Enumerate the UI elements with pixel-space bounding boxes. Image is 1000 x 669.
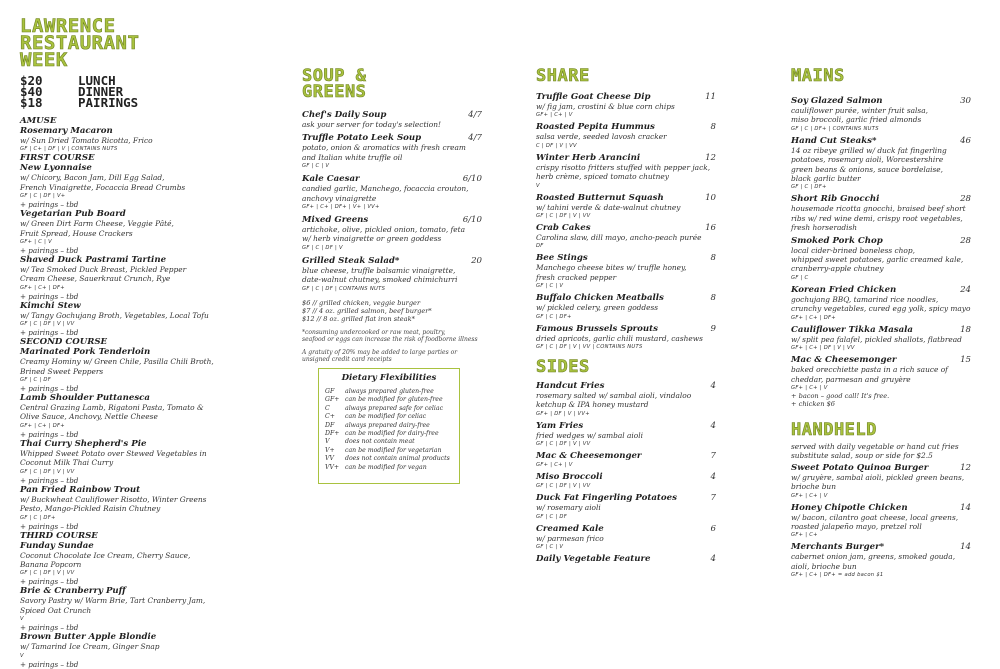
item-tags: GF | C | V [536,544,564,551]
menu-item [536,554,716,564]
dietary-code: VV+ [325,463,340,471]
price-amount: $20 [20,73,43,88]
item-desc: salsa verde, seeded lavosh cracker [536,132,667,142]
item-desc: w/ Sun Dried Tomato Ricotta, Frico [20,136,153,145]
item-name: Pan Fried Rainbow Trout [20,484,141,495]
item-tags: GF | C | DF+ [791,184,827,191]
share-section-title: SHARE [536,66,590,86]
price-label: PAIRINGS [78,95,139,110]
item-desc: crispy risotto fritters stuffed with pepper jack, herb crème, spiced tomato chutney [536,162,711,182]
item-name: Lamb Shoulder Puttanesca [20,393,150,404]
item-name: Crab Cakes [536,223,591,234]
item-name: Marinated Pork Tenderloin [20,347,151,358]
item-name: Grilled Steak Salad* [302,255,400,266]
item-tags: GF+ | C+ | V [536,462,573,469]
sides-section-title: SIDES [536,357,590,378]
soup-section-title: SOUP & GREENS [302,66,367,102]
item-tags: GF | C | DF | V | VV [536,213,591,220]
menu-item [536,92,716,119]
item-price: 15 [960,355,971,366]
price-label: LUNCH [78,73,116,88]
item-name: Smoked Pork Chop [791,235,883,246]
menu-item [302,133,482,170]
item-price: 7 [710,451,716,462]
item-name: Sweet Potato Quinoa Burger [791,462,929,473]
dietary-row [325,438,453,446]
item-desc: w/ fig jam, crostini & blue corn chips [536,102,675,111]
dietary-desc: does not contain meat [345,438,415,446]
item-desc: w/ bacon, cilantro goat cheese, local greens, roasted jalapeño mayo, pretzel roll [791,512,959,531]
item-tags: V [536,182,540,189]
menu-item [791,355,971,408]
menu-item [536,193,716,220]
item-desc: w/ rosemary aioli [536,503,601,513]
item-tags: GF | C | DF | V | VV [20,468,75,475]
dietary-legend-title: Dietary Flexibilities [341,373,437,383]
price-amount: $18 [20,95,43,110]
dietary-row [325,396,453,404]
item-pairing: + pairings – tbd [20,291,79,301]
item-desc: artichoke, olive, pickled onion, tomato, feta w/ herb vinaigrette or green goddess [302,225,466,244]
menu-item [536,153,716,190]
item-name: Vegetarian Pub Board [20,209,126,220]
item-pairing: + pairings – tbd [20,659,79,669]
dietary-row [325,447,453,455]
menu-item [302,174,482,211]
menu-item [302,215,482,252]
item-price: 28 [960,194,971,205]
dietary-row [325,430,453,438]
item-name: Duck Fat Fingerling Potatoes [536,493,677,504]
item-price: 8 [710,293,716,304]
item-tags: C | DF | V | VV [536,142,577,149]
item-desc: w/ Tea Smoked Duck Breast, Pickled Pepper Cream Cheese, Sauerkraut Crunch, Rye [20,265,187,284]
handheld-intro: served with daily vegetable or hand cut fries substitute salad, soup or side for $2.5 [791,441,959,461]
item-desc: w/ split pea falafel, pickled shallots, flatbread [791,334,962,344]
item-tags: GF+ | C+ | DF+ [791,314,836,321]
item-price: 16 [705,223,716,234]
item-tags: GF | C | DF | V | VV | CONTAINS NUTS [536,344,643,351]
item-tags: GF | C | V [536,283,564,290]
dietary-desc: can be modified for celiac [345,413,427,421]
restaurant-week-title: LAWRENCE RESTAURANT WEEK [20,15,140,71]
dietary-desc: can be modified for vegetarian [345,446,442,454]
item-tags: GF | C | DF+ | CONTAINS NUTS [791,125,879,132]
item-name: Famous Brussels Sprouts [536,323,658,334]
share-column [536,68,716,564]
item-desc: w/ gruyère, sambal aioli, pickled green beans, brioche bun [791,472,965,492]
gratuity-note: A gratuity of 20% may be added to large parties or unsigned credit card receipts [302,348,458,364]
item-price: 4/7 [468,133,482,144]
item-tags: GF+ | C+ | V [791,384,828,391]
dietary-legend [318,368,460,484]
item-tags: GF | C | DF+ [536,313,572,320]
menu-item [536,293,716,320]
item-desc: cauliflower purée, winter fruit salsa, miso broccoli, garlic fried almonds [791,106,928,125]
item-tags: GF+ | C+ | DF | V | VV [791,345,855,352]
menu-item [20,126,275,153]
price-list [20,75,275,108]
item-pairing: + pairings – tbd [20,577,79,587]
item-tags: GF+ | C+ | DF+ = add bacon $1 [791,572,884,579]
dietary-code: C [325,404,330,412]
item-pairing: + pairings – tbd [20,384,79,394]
item-desc: w/ Chicory, Bacon Jam, Dill Egg Salad, French Vinaigrette, Focaccia Bread Crumbs [20,173,186,192]
item-name: Buffalo Chicken Meatballs [536,293,664,304]
item-name: Hand Cut Steaks* [791,135,877,146]
item-price: 12 [705,152,716,163]
item-tags: GF | C+ | DF | V | CONTAINS NUTS [20,146,118,153]
item-name: Truffle Potato Leek Soup [302,133,422,144]
item-name: Kale Caesar [302,174,360,185]
dietary-code: GF+ [325,396,340,404]
dietary-row [325,388,453,396]
item-desc: Carolina slaw, dill mayo, ancho-peach purée [536,233,702,243]
item-name: Mixed Greens [302,215,369,226]
mains-column [791,68,971,579]
item-desc: 14 oz ribeye grilled w/ duck fat fingerling potatoes, rosemary aioli, Worcestershire green beans & onions, sauce bordelaise, black garlic butter [791,145,947,184]
item-price: 10 [705,192,716,203]
item-name: Creamed Kale [536,523,604,534]
item-desc: baked orecchiette pasta in a rich sauce of cheddar, parmesan and gruyère [791,365,948,384]
dietary-code: DF+ [325,430,340,438]
item-tags: GF | C | DF | V | VV [536,441,591,448]
menu-item [791,503,971,540]
menu-item [536,472,716,490]
item-desc: candied garlic, Manchego, focaccia crouton, anchovy vinaigrette [302,184,469,203]
item-tags: GF | C | DF | V | VV [20,321,75,328]
item-name: Truffle Goat Cheese Dip [536,92,651,102]
item-name: Mac & Cheesemonger [536,451,642,462]
item-desc: ask your server for today's selection! [302,120,441,129]
menu-item [791,194,971,232]
menu-item [791,285,971,322]
item-price: 8 [710,253,716,264]
item-tags: GF | C | DF | V | VV [20,570,75,577]
menu-item [791,96,971,133]
item-name: Shaved Duck Pastrami Tartine [20,255,167,266]
item-desc: fried wedges w/ sambal aioli [536,430,643,440]
menu-item [536,421,716,448]
item-price: 7 [710,493,716,504]
menu-item [791,463,971,500]
price-amount: $40 [20,84,43,99]
dietary-row [325,422,453,430]
item-pairing: + pairings – tbd [20,246,79,256]
item-desc: dried apricots, garlic chili mustard, cashews [536,333,703,343]
item-desc: Manchego cheese bites w/ truffle honey, fresh cracked pepper [536,263,687,282]
item-name: Daily Vegetable Feature [536,554,651,565]
item-desc: Coconut Chocolate Ice Cream, Cherry Sauce, Banana Popcorn [20,550,191,569]
item-desc: w/ parmesan frico [536,533,604,543]
dietary-row [325,413,453,421]
dietary-code: DF [325,421,335,429]
item-price: 6 [710,523,716,534]
item-name: Yam Fries [536,420,584,431]
dietary-desc: always prepared dairy-free [345,421,430,429]
menu-item [791,236,971,282]
item-name: Winter Herb Arancini [536,152,641,163]
item-name: Miso Broccoli [536,472,603,483]
course-heading: SECOND COURSE [20,337,108,348]
item-price: 18 [960,324,971,335]
dietary-code: VV [325,455,334,463]
item-price: 4 [710,472,716,483]
item-price: 9 [710,323,716,334]
dietary-desc: can be modified for vegan [345,463,427,471]
lunch-column [20,15,275,669]
raw-food-warning: *consuming undercooked or raw meat, poultry, seafood or eggs can increase the risk of foodborne illness [302,328,478,344]
course-heading: THIRD COURSE [20,530,98,541]
menu-item [20,485,275,531]
item-name: Mac & Cheesemonger [791,355,897,366]
dietary-row [325,464,453,472]
menu-item [536,324,716,351]
item-pairing: + pairings – tbd [20,521,79,531]
item-tags: GF | C | V [302,163,330,170]
menu-item [536,493,716,520]
menu-item [536,451,716,469]
item-tags: GF+ | DF | V | VV+ [536,410,590,417]
mains-section-title: MAINS [791,66,845,86]
item-name: Roasted Butternut Squash [536,192,664,203]
item-name: Brie & Cranberry Puff [20,586,126,597]
item-price: 4/7 [468,110,482,120]
item-name: Merchants Burger* [791,542,885,553]
item-desc: blue cheese, truffle balsamic vinaigrette, date-walnut chutney, smoked chimichurri [302,265,458,285]
item-desc: cabernet onion jam, greens, smoked gouda, aioli, brioche bun [791,552,956,571]
item-desc: potato, onion & aromatics with fresh cream and Italian white truffle oil [302,143,466,162]
dietary-desc: always prepared safe for celiac [345,404,444,412]
item-price: 6/10 [462,174,482,185]
item-desc: Central Grazing Lamb, Rigatoni Pasta, Tomato & Olive Sauce, Anchovy, Nettle Cheese [20,403,204,422]
menu-item [302,110,482,129]
item-pairing: + pairings – tbd [20,328,79,338]
item-pairing: + pairings – tbd [20,429,79,439]
item-name: Handcut Fries [536,381,605,392]
item-tags: GF+ | C+ | DF+ | V+ | VV+ [302,204,380,211]
item-pairing: + pairings – tbd [20,623,79,633]
item-name: Rosemary Macaron [20,126,113,136]
item-price: 12 [960,462,971,473]
menu-item [20,301,275,337]
item-tags: GF+ | C+ [791,532,818,539]
dietary-desc: can be modified for dairy-free [345,430,439,438]
item-name: New Lyonnaise [20,163,92,174]
item-tags: GF+ | C+ | DF+ [20,284,65,291]
item-price: 28 [960,235,971,246]
item-desc: Creamy Hominy w/ Green Chile, Pasilla Chili Broth, Brined Sweet Peppers [20,357,214,376]
item-price: 11 [705,92,716,102]
item-name: Chef's Daily Soup [302,110,387,120]
addon-line: $7 // 4 oz. grilled salmon, beef burger* [302,306,432,315]
menu-item [791,325,971,352]
item-tags: GF | C | DF+ [20,514,56,521]
menu-item [302,256,482,293]
menu-item [20,393,275,439]
item-desc: w/ Green Dirt Farm Cheese, Veggie Pâté, Fruit Spread, House Crackers [20,219,174,238]
item-tags: GF | C | DF | V | VV [536,483,591,490]
dietary-code: V+ [325,446,335,454]
item-price: 6/10 [462,215,482,226]
menu-item [20,439,275,485]
item-price: 14 [960,542,971,553]
item-desc: local cider-brined boneless chop, whipped sweet potatoes, garlic creamed kale, cranberry-apple chutney [791,245,964,274]
item-name: Bee Stings [536,253,588,264]
menu-item [536,223,716,250]
item-addon: + bacon – good call! It's free. [791,391,890,400]
item-desc: w/ Tamarind Ice Cream, Ginger Snap [20,642,160,652]
item-desc: w/ Buckwheat Cauliflower Risotto, Winter Greens Pesto, Mango-Pickled Raisin Chutney [20,494,207,514]
item-tags: GF | C [791,274,809,281]
dietary-code: GF [325,388,335,395]
salad-addons [302,299,482,323]
item-tags: V [20,652,24,659]
soup-column [302,68,482,364]
item-name: Cauliflower Tikka Masala [791,324,913,335]
menu-item [536,253,716,290]
menu-item [536,524,716,551]
menu-item [20,255,275,301]
menu-item [20,541,275,587]
item-tags: GF | C | DF [536,513,567,520]
item-tags: GF+ | C+ | V [791,492,828,499]
item-price: 20 [471,255,482,266]
menu-item [20,209,275,255]
item-tags: GF+ | C+ | DF+ [20,422,65,429]
item-desc: gochujang BBQ, tamarind rice noodles, crunchy vegetables, cured egg yolk, spicy mayo [791,294,971,314]
item-tags: GF+ | C | V [20,239,52,246]
item-price: 4 [710,554,716,565]
dietary-desc: does not contain animal products [345,455,450,463]
item-price: 4 [710,381,716,392]
addon-line: $6 // grilled chicken, veggie burger [302,298,421,307]
item-name: Short Rib Gnocchi [791,194,880,205]
item-pairing: + pairings – tbd [20,200,79,210]
course-heading: AMUSE [20,116,57,126]
item-desc: w/ pickled celery, green goddess [536,303,659,313]
item-price: 46 [960,135,971,146]
menu-item [20,347,275,393]
item-tags: GF | C | DF | V+ [20,193,66,200]
menu-item [20,632,275,668]
item-price: 4 [710,420,716,431]
item-name: Roasted Pepita Hummus [536,122,655,133]
item-desc: w/ Tangy Gochujang Broth, Vegetables, Local Tofu [20,310,209,320]
item-tags: DF [536,243,544,250]
item-tags: GF+ | C+ | V [536,112,573,119]
item-pairing: + pairings – tbd [20,475,79,485]
item-price: 30 [960,96,971,106]
item-desc: w/ tahini verde & date-walnut chutney [536,202,681,212]
item-tags: GF | C | DF [20,377,51,384]
menu-item [20,586,275,632]
item-name: Funday Sundae [20,540,94,551]
dietary-row [325,455,453,463]
item-price: 14 [960,502,971,513]
dietary-desc: always prepared gluten-free [345,388,434,395]
item-desc: housemade ricotta gnocchi, braised beef short ribs w/ red wine demi, crispy root vegetables, fresh horseradish [791,204,966,233]
menu-item [791,542,971,579]
item-tags: V [20,616,24,623]
item-desc: Whipped Sweet Potato over Stewed Vegetables in Coconut Milk Thai Curry [20,448,207,468]
menu-item [791,136,971,192]
item-addon: + chicken $6 [791,399,835,408]
dietary-row [325,405,453,413]
item-name: Kimchi Stew [20,300,81,311]
menu-item [20,163,275,209]
price-label: DINNER [78,84,124,99]
item-desc: rosemary salted w/ sambal aioli, vindaloo ketchup & IPA honey mustard [536,391,692,410]
addon-line: $12 // 8 oz. grilled flat iron steak* [302,314,415,323]
item-tags: GF | C | DF | V [302,244,343,251]
handheld-section-title: HANDHELD [791,419,877,440]
item-desc: Savory Pastry w/ Warm Brie, Tart Cranberry Jam, Spiced Oat Crunch [20,596,206,615]
item-price: 24 [960,284,971,295]
dietary-code: V [325,438,330,446]
item-name: Brown Butter Apple Blondie [20,632,157,643]
dietary-code: C+ [325,413,335,421]
item-name: Soy Glazed Salmon [791,96,883,106]
item-name: Korean Fried Chicken [791,284,897,295]
item-name: Thai Curry Shepherd's Pie [20,438,147,449]
dietary-desc: can be modified for gluten-free [345,396,443,404]
menu-item [536,381,716,418]
item-name: Honey Chipotle Chicken [791,502,908,513]
menu-item [536,122,716,149]
course-heading: FIRST COURSE [20,153,95,164]
item-tags: GF | C | DF | CONTAINS NUTS [302,285,386,292]
item-price: 8 [710,122,716,133]
